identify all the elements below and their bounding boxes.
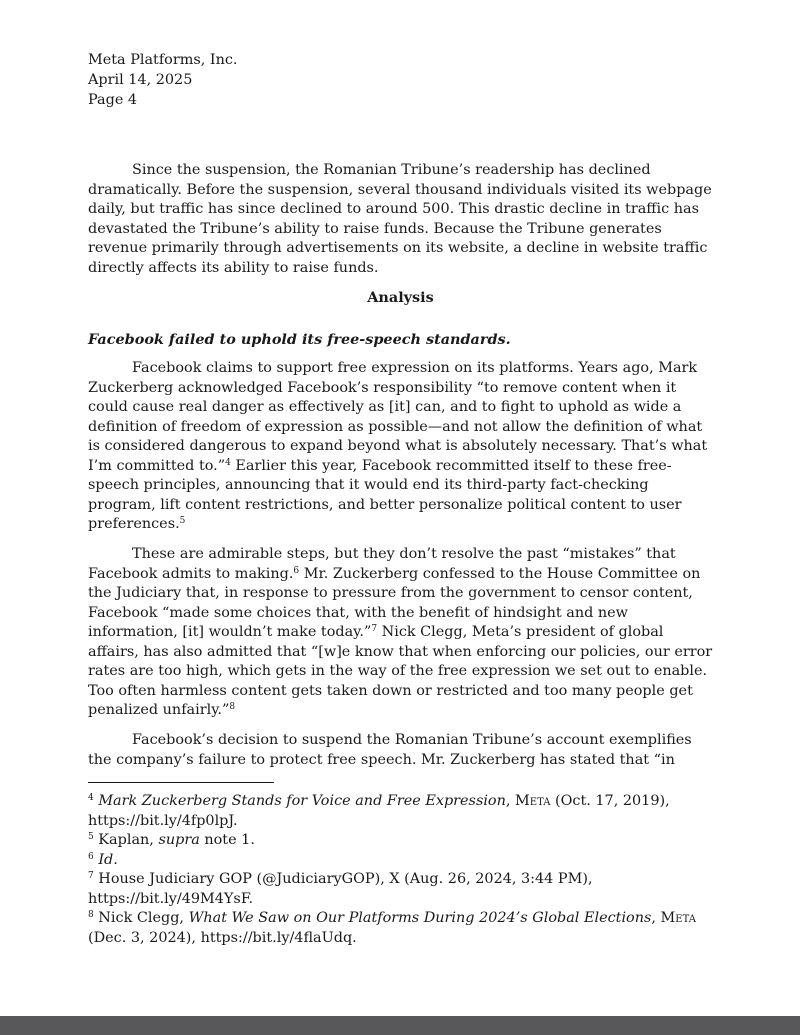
paragraph-text: Nick Clegg, Meta’s president of global affairs, has also admitted that “[w]e know that when enforcing our policies, our error rates are too high, which gets in the way of the free expression we set out to enable. Too often harmless content gets taken down or restricted and too many people get penalized unfairly.” [88,624,713,718]
paragraph-free-expression [88,359,713,535]
footnote-number: 6 [88,851,94,862]
footnote-text: note 1. [199,832,255,848]
footnote-text: Nick Clegg, [93,910,189,926]
page-bottom-bar [0,1016,800,1035]
footnote-citation[interactable]: House Judiciary GOP (@JudiciaryGOP), X (Aug. 26, 2024, 3:44 PM), https://bit.ly/49M4YsF. [88,871,593,907]
footnote-number: 4 [88,793,94,803]
footnote-citation[interactable]: (Oct. 17, 2019), https://bit.ly/4fp0lpJ. [88,793,670,829]
footnote-4: $^4$ Mark Zuckerberg Stands for Voice and Free Expression, Meta (Oct. 17, 2019), https://bit.ly/4fp0lpJ. [88,793,670,829]
footnote-supra: supra [158,832,200,848]
page-number: Page 4 [88,92,138,108]
footnotes [88,792,713,948]
paragraph-text: Mr. Zuckerberg confessed to the House Committee on the Judiciary that, in response to pressure from the government to censor content, Facebook “made some choices that, with the benefit of hindsight and new information, [it] wouldn’t make today.” [88,565,701,640]
paragraph-text: These are admirable steps, but they don’t resolve the past “mistakes” that Facebook admits to making. [88,546,676,582]
footnote-source: Meta [515,793,551,809]
footnote-number: 5 [88,832,94,842]
paragraph-tribune-suspension: Facebook’s decision to suspend the Romanian Tribune’s account exemplifies the company’s failure to protect free speech. Mr. Zuckerberg has stated that “in [88,732,692,768]
paragraph-admitted-mistakes [88,545,713,721]
section-subheading: Facebook failed to uphold its free-speech standards. [88,331,511,348]
footnote-title: What We Saw on Our Platforms During 2024’s Global Elections [188,910,652,926]
footnote-number: 7 [88,871,94,881]
footnote-ref-5[interactable]: 5 [179,516,186,526]
footnote-5 [88,831,713,851]
paragraph-text: Facebook claims to support free expression on its platforms. Years ago, Mark Zuckerberg acknowledged Facebook’s responsibility “to remove content when it could cause real danger as effectively as [it] can, and to fight to uphold as wide a definition of freedom of expression as possible—and not allow the definition of what is considered dangerous to expand beyond what is absolutely necessary. That’s what I’m committed to.” [88,360,708,474]
footnote-ref-6[interactable]: 6 [293,565,300,576]
section-heading: Analysis [367,289,434,306]
footnote-citation[interactable]: (Dec. 3, 2024), https://bit.ly/4flaUdq. [88,929,357,946]
footnote-8 [88,909,713,948]
letter-date: April 14, 2025 [88,72,193,88]
company-name: Meta Platforms, Inc. [88,52,238,68]
letter-header [88,50,237,110]
footnote-7 [88,870,713,909]
footnote-number: 8 [88,910,94,920]
footnote-title: Mark Zuckerberg Stands for Voice and Free Expression [98,793,506,809]
footnote-text: Kaplan, [93,832,159,848]
paragraph-suspension-impact: Since the suspension, the Romanian Tribune’s readership has declined dramatically. Before the suspension, several thousand individuals visited its webpage daily, but traffic has since declined to around 500. This drastic decline in traffic has devastated the Tribune’s ability to raise funds. Because the Tribune generates revenue primarily through advertisements on its website, a decline in website traffic directly affects its ability to raise funds. [88,162,712,276]
footnote-6 [88,851,713,871]
footnote-source: Meta [660,910,696,926]
footnote-separator: , [651,910,656,926]
footnote-id: Id. [98,851,118,868]
footnote-divider [88,782,274,783]
footnote-ref-8[interactable]: 8 [229,702,236,712]
paragraph-text: Earlier this year, Facebook recommitted itself to these free-speech principles, announcing that it would end its third-party fact-checking program, lift content restrictions, and better personalize political content to user preferences. [88,457,682,532]
footnote-ref-7[interactable]: 7 [371,624,378,634]
footnote-ref-4[interactable]: 4 [225,457,231,468]
